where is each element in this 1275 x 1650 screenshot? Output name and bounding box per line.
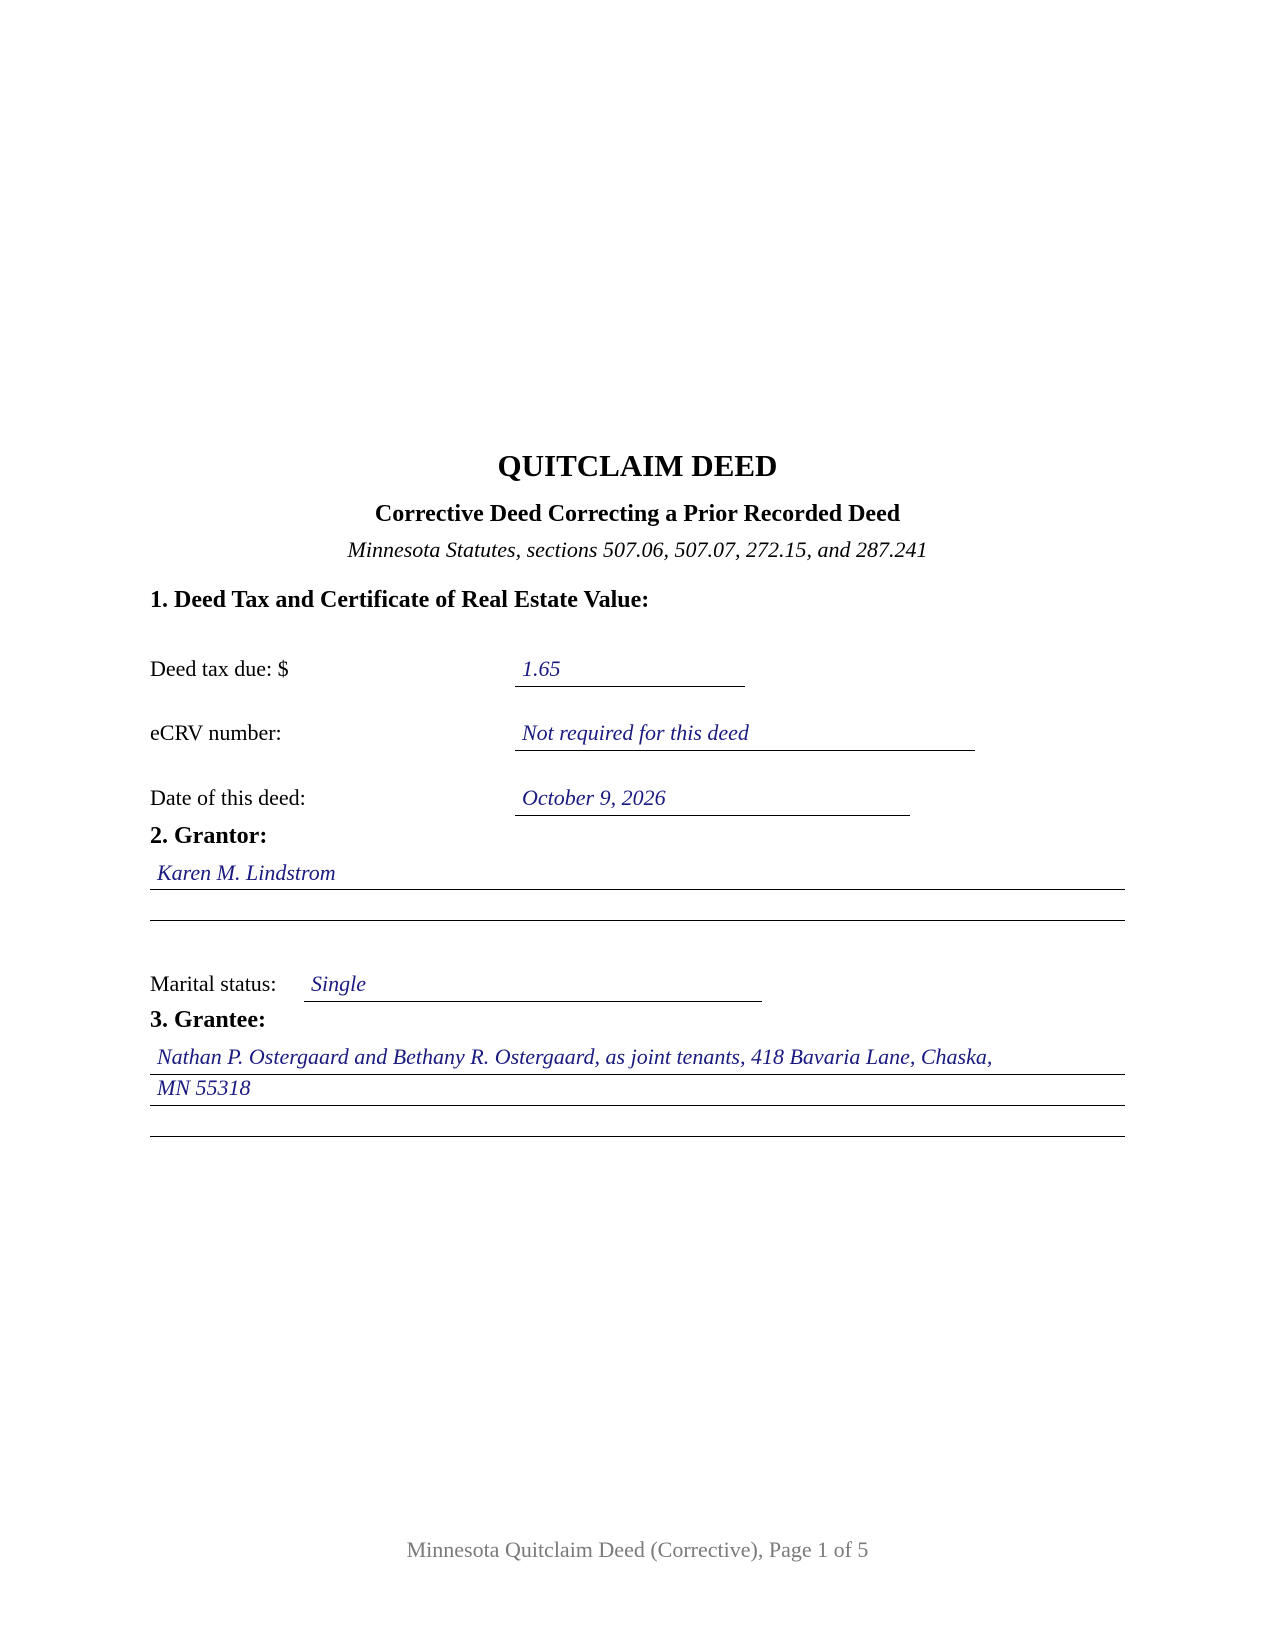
document-subtitle: Corrective Deed Correcting a Prior Recorded Deed xyxy=(374,501,901,527)
ecrv-value[interactable]: Not required for this deed xyxy=(522,720,749,745)
deed-date-fill-line xyxy=(515,815,910,816)
deed-date-label: Date of this deed: xyxy=(150,785,306,810)
grantor-name-value[interactable]: Karen M. Lindstrom xyxy=(157,860,336,885)
marital-status-value[interactable]: Single xyxy=(311,971,366,996)
statutes-citation: Minnesota Statutes, sections 507.06, 507.07, 272.15, and 287.241 xyxy=(347,537,928,562)
grantee-fill-line-2 xyxy=(150,1105,1125,1106)
ecrv-label: eCRV number: xyxy=(150,720,282,745)
section-1-heading: 1. Deed Tax and Certificate of Real Estate Value: xyxy=(150,587,650,613)
document-title: QUITCLAIM DEED xyxy=(497,448,778,483)
deed-tax-value[interactable]: 1.65 xyxy=(522,656,561,681)
deed-tax-fill-line xyxy=(515,686,745,687)
page-footer: Minnesota Quitclaim Deed (Corrective), Page 1 of 5 xyxy=(406,1537,869,1562)
deed-tax-label: Deed tax due: $ xyxy=(150,656,289,681)
section-2-heading: 2. Grantor: xyxy=(150,823,268,849)
grantee-line-1-value[interactable]: Nathan P. Ostergaard and Bethany R. Ostergaard, as joint tenants, 418 Bavaria Lane, Chaska, xyxy=(157,1044,993,1069)
marital-status-fill-line xyxy=(304,1001,762,1002)
grantee-fill-line-1 xyxy=(150,1074,1125,1075)
grantee-line-2-value[interactable]: MN 55318 xyxy=(157,1075,251,1100)
section-3-heading: 3. Grantee: xyxy=(150,1007,266,1033)
grantee-fill-line-3 xyxy=(150,1136,1125,1137)
grantor-fill-line-2 xyxy=(150,920,1125,921)
grantor-fill-line-1 xyxy=(150,889,1125,890)
marital-status-label: Marital status: xyxy=(150,971,277,996)
ecrv-fill-line xyxy=(515,750,975,751)
deed-date-value[interactable]: October 9, 2026 xyxy=(522,785,666,810)
